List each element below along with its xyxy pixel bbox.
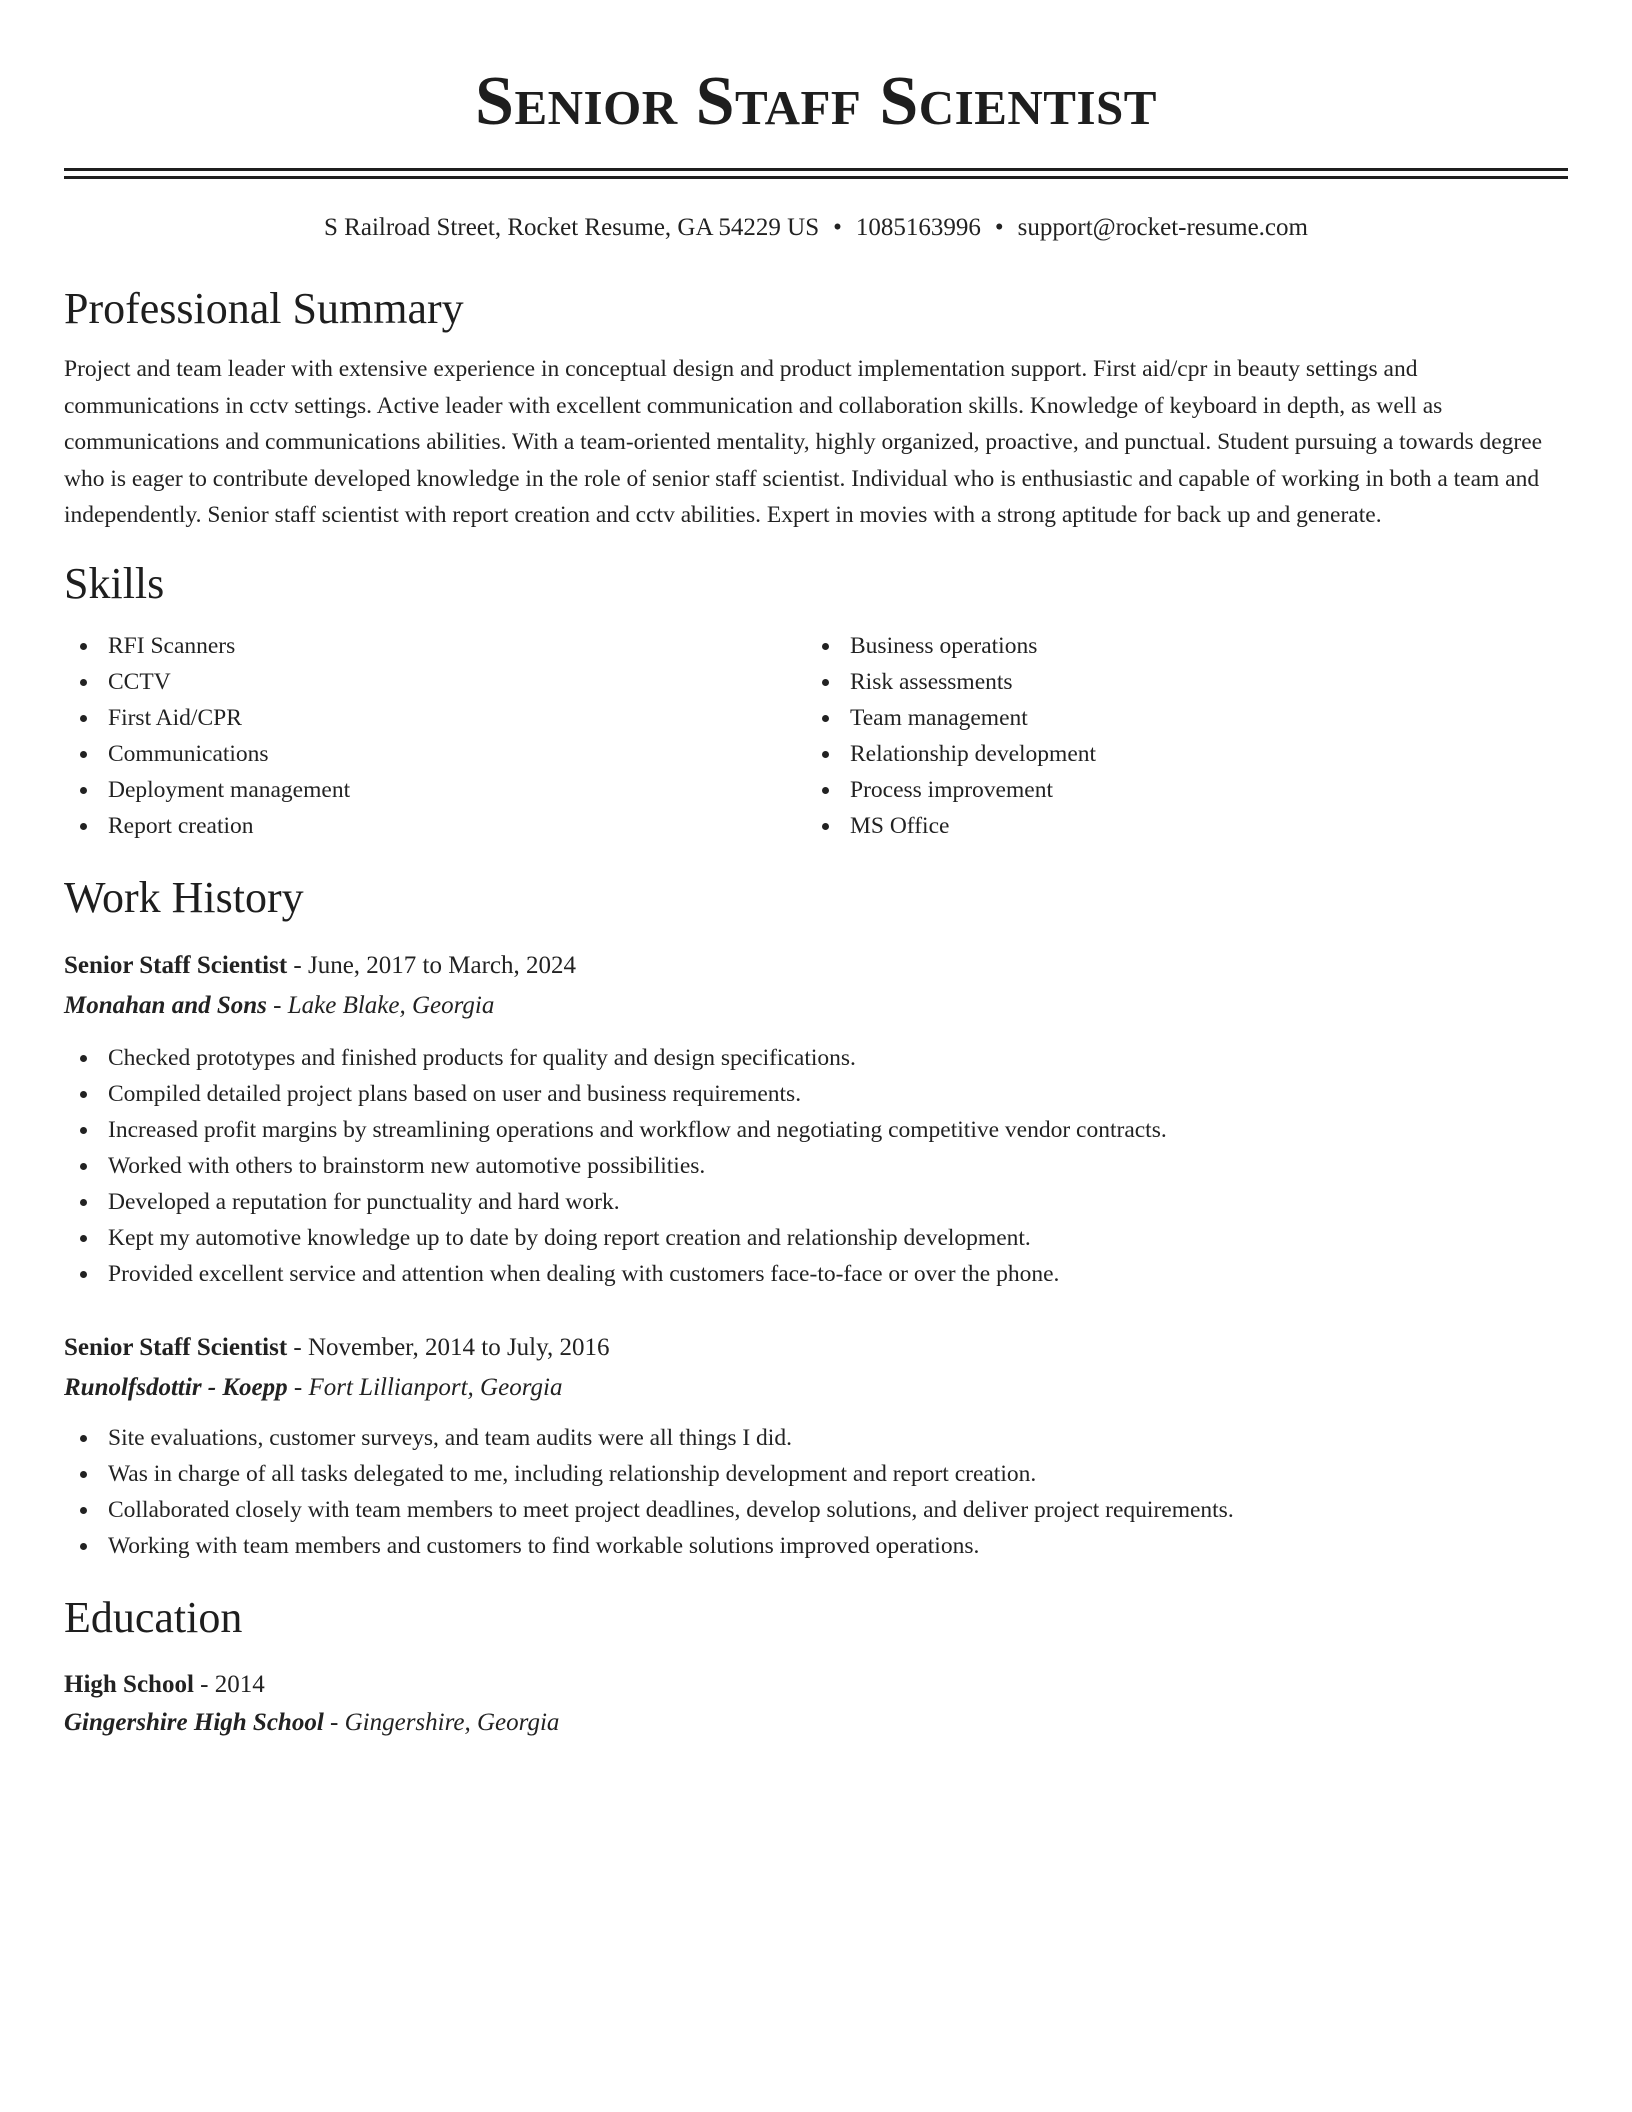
job-header: Senior Staff Scientist - November, 2014 to July, 2016 <box>64 1333 610 1361</box>
skill-item: First Aid/CPR <box>64 700 806 736</box>
education-header: High School - 2014 <box>64 1670 265 1698</box>
education-entry <box>64 1666 1568 1742</box>
skills-column-left <box>64 628 806 844</box>
skill-item: Deployment management <box>64 772 806 808</box>
skills-heading: Skills <box>64 558 165 608</box>
contact-phone: 1085163996 <box>855 214 981 241</box>
job-duty: Site evaluations, customer surveys, and team audits were all things I did. <box>64 1420 1568 1456</box>
job-duty: Provided excellent service and attention when dealing with customers face-to-face or over the phone. <box>64 1256 1568 1292</box>
job-duty: Was in charge of all tasks delegated to me, including relationship development and report creation. <box>64 1456 1568 1492</box>
title-divider <box>64 168 1568 179</box>
job-duty: Increased profit margins by streamlining operations and workflow and negotiating competitive vendor contracts. <box>64 1112 1568 1148</box>
education-year: 2014 <box>214 1670 265 1698</box>
education-heading: Education <box>64 1592 243 1642</box>
skills-column-right <box>806 628 1548 844</box>
job-duties <box>64 1040 1568 1292</box>
contact-line <box>64 213 1568 243</box>
skill-item: Communications <box>64 736 806 772</box>
job-duty: Checked prototypes and finished products for quality and design specifications. <box>64 1040 1568 1076</box>
skill-item: RFI Scanners <box>64 628 806 664</box>
skill-item: MS Office <box>806 808 1548 844</box>
job-duty: Developed a reputation for punctuality and hard work. <box>64 1184 1568 1220</box>
resume-page <box>64 0 1568 1742</box>
education-school-line: Gingershire High School - Gingershire, Georgia <box>64 1708 560 1736</box>
job-employer: Monahan and Sons <box>64 991 267 1019</box>
work-history-heading: Work History <box>64 872 304 922</box>
job-dates: June, 2017 to March, 2024 <box>307 951 577 979</box>
skills-list <box>64 628 1568 844</box>
job-duty: Worked with others to brainstorm new automotive possibilities. <box>64 1148 1568 1184</box>
skill-item: Risk assessments <box>806 664 1548 700</box>
job-header: Senior Staff Scientist - June, 2017 to March, 2024 <box>64 951 577 979</box>
skill-item: Team management <box>806 700 1548 736</box>
job-dates: November, 2014 to July, 2016 <box>307 1333 610 1361</box>
summary-text: Project and team leader with extensive experience in conceptual design and product implementation support. First aid/cpr in beauty settings and communications in cctv settings. Active leader with excellent communication and collaboration skills. Knowledge of keyboard in depth, as well as communications and communications abilities. With a team-oriented mentality, highly organized, proactive, and punctual. Student pursuing a towards degree who is eager to contribute developed knowledge in the role of senior staff scientist. Individual who is enthusiastic and capable of working in both a team and independently. Senior staff scientist with report creation and cctv abilities. Expert in movies with a strong aptitude for back up and generate. <box>64 356 1543 529</box>
summary-heading: Professional Summary <box>64 284 464 333</box>
job-employer: Runolfsdottir - Koepp <box>64 1373 288 1401</box>
job-duty: Collaborated closely with team members to meet project deadlines, develop solutions, and deliver project requirements. <box>64 1492 1568 1528</box>
contact-address: S Railroad Street, Rocket Resume, GA 54229 US <box>324 214 820 241</box>
job-title: Senior Staff Scientist <box>64 951 288 979</box>
job-entry <box>64 946 1568 1292</box>
skill-item: Process improvement <box>806 772 1548 808</box>
job-employer-line: Runolfsdottir - Koepp - Fort Lillianport, Georgia <box>64 1373 563 1401</box>
contact-separator: • <box>833 214 842 241</box>
job-entry <box>64 1328 1568 1564</box>
job-duty: Compiled detailed project plans based on user and business requirements. <box>64 1076 1568 1112</box>
job-employer-line: Monahan and Sons - Lake Blake, Georgia <box>64 991 495 1019</box>
job-duties <box>64 1420 1568 1564</box>
education-location: Gingershire, Georgia <box>344 1708 560 1736</box>
skill-item: CCTV <box>64 664 806 700</box>
job-location: Lake Blake, Georgia <box>287 991 495 1019</box>
resume-title: Senior Staff Scientist <box>475 63 1157 140</box>
education-degree: High School <box>64 1670 194 1698</box>
job-duty: Kept my automotive knowledge up to date by doing report creation and relationship development. <box>64 1220 1568 1256</box>
job-location: Fort Lillianport, Georgia <box>308 1373 563 1401</box>
skill-item: Report creation <box>64 808 806 844</box>
job-title: Senior Staff Scientist <box>64 1333 288 1361</box>
job-duty: Working with team members and customers to find workable solutions improved operations. <box>64 1528 1568 1564</box>
skill-item: Business operations <box>806 628 1548 664</box>
contact-email: support@rocket-resume.com <box>1017 214 1308 241</box>
education-school: Gingershire High School <box>64 1708 324 1736</box>
contact-separator: • <box>994 214 1004 241</box>
skill-item: Relationship development <box>806 736 1548 772</box>
